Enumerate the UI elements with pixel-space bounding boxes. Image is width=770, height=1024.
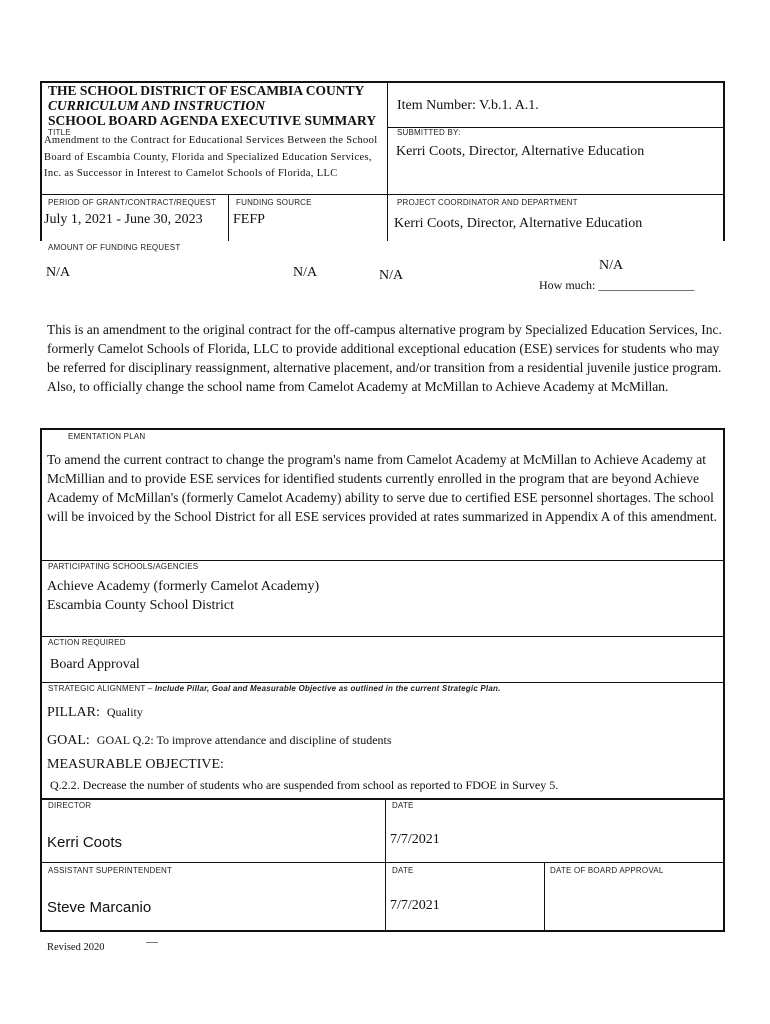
participating-line-1: Achieve Academy (formerly Camelot Academy) [47, 579, 320, 594]
revised-note: Revised 2020 [47, 942, 105, 953]
strategic-alignment-note: Include Pillar, Goal and Measurable Objective as outlined in the current Strategic Plan. [154, 684, 501, 693]
header-divider-vertical [387, 81, 388, 241]
participating-line-2: Escambia County School District [47, 598, 235, 613]
how-much: How much: ________________ [539, 278, 695, 292]
funding-amount-label: AMOUNT OF FUNDING REQUEST [48, 243, 181, 252]
plan-box-top [40, 428, 725, 430]
form-border-right-lower [723, 428, 725, 932]
pillar-label: PILLAR: [47, 705, 100, 720]
strategic-alignment-heading: STRATEGIC ALIGNMENT – [48, 684, 153, 693]
funding-amount-value-4: N/A [599, 258, 624, 273]
strategic-alignment-label [48, 684, 501, 693]
goal-label: GOAL: [47, 733, 90, 748]
summary-title: SCHOOL BOARD AGENDA EXECUTIVE SUMMARY [48, 113, 377, 128]
asst-superintendent-name: Steve Marcanio [47, 899, 152, 916]
description: This is an amendment to the original contract for the off-campus alternative program by Specialized Education Services, Inc. formerly Camelot Schools of Florida, LLC to provide additional exceptional education (ESE) services for students who may be referred for disciplinary reassignment, alternative placement, and/or transition from a residential juvenile justice program. Also, to officially change the school name from Camelot Academy at McMillan to Achieve Academy at McMillan. [47, 322, 722, 394]
director-label: DIRECTOR [48, 801, 92, 810]
asst-divider [40, 862, 725, 863]
title-text: Amendment to the Contract for Educational Services Between the School Board of Escambia County, Florida and Specialized Education Services, Inc. as Successor in Interest to Camelot Schools of Florida, LLC [44, 135, 378, 179]
period-label: PERIOD OF GRANT/CONTRACT/REQUEST [48, 198, 217, 207]
title-row-divider [40, 194, 725, 195]
board-approval-date-label: DATE OF BOARD APPROVAL [550, 866, 664, 875]
submitted-by-value: Kerri Coots, Director, Alternative Education [396, 144, 645, 159]
date-divider-vertical [385, 798, 386, 932]
form-border-bottom [40, 930, 725, 932]
title-label: TITLE [48, 128, 71, 137]
strategic-divider [40, 682, 725, 683]
form-border-right-upper [723, 81, 725, 241]
pillar-value: Quality [106, 705, 143, 719]
action-required-label: ACTION REQUIRED [48, 638, 126, 647]
item-number: Item Number: V.b.1. A.1. [397, 98, 539, 113]
director-name: Kerri Coots [47, 834, 123, 851]
submitted-by-label: SUBMITTED BY: [397, 128, 461, 137]
asst-date: 7/7/2021 [390, 898, 440, 913]
participating-label: PARTICIPATING SCHOOLS/AGENCIES [48, 562, 199, 571]
participating-divider [40, 560, 725, 561]
action-divider [40, 636, 725, 637]
funding-source-label: FUNDING SOURCE [236, 198, 312, 207]
director-date-label: DATE [392, 801, 414, 810]
pillar-row [47, 703, 143, 721]
period-value: July 1, 2021 - June 30, 2023 [44, 212, 203, 227]
goal-value: GOAL Q.2: To improve attendance and discipline of students [96, 733, 392, 747]
district-name: THE SCHOOL DISTRICT OF ESCAMBIA COUNTY [48, 83, 365, 98]
footer-mark: — [146, 934, 158, 948]
funding-amount-value-2: N/A [293, 265, 318, 280]
asst-date-label: DATE [392, 866, 414, 875]
form-border-left-upper [40, 81, 42, 241]
director-date: 7/7/2021 [390, 832, 440, 847]
implementation-plan-label: EMENTATION PLAN [68, 432, 146, 441]
objective-label: MEASURABLE OBJECTIVE: [47, 757, 224, 772]
funding-amount-value-1: N/A [46, 265, 71, 280]
project-coordinator-value: Kerri Coots, Director, Alternative Education [394, 216, 643, 231]
funding-source-value: FEFP [233, 212, 265, 227]
goal-row [47, 731, 392, 749]
implementation-plan-text: To amend the current contract to change the program's name from Camelot Academy at McMillan to Achieve Academy at McMillian and to provide ESE services for identified students currently enrolled in the program that are beyond Achieve Academy of McMillan's (formerly Camelot Academy) ability to serve due to certified ESE personnel shortages. The school will be invoiced by the School District for all ESE services provided at rates summarized in Appendix A of this amendment. [47, 452, 717, 524]
action-required-value: Board Approval [50, 657, 140, 672]
objective-value: Q.2.2. Decrease the number of students who are suspended from school as reported to FDOE in Survey 5. [50, 778, 559, 792]
project-coordinator-label: PROJECT COORDINATOR AND DEPARTMENT [397, 198, 578, 207]
department-name: CURRICULUM AND INSTRUCTION [48, 98, 266, 113]
funding-amount-value-3: N/A [379, 268, 404, 283]
signature-divider [40, 798, 725, 800]
form-border-left-lower [40, 428, 42, 932]
period-divider-vertical [228, 194, 229, 241]
board-date-divider-vertical [544, 862, 545, 932]
asst-superintendent-label: ASSISTANT SUPERINTENDENT [48, 866, 173, 875]
